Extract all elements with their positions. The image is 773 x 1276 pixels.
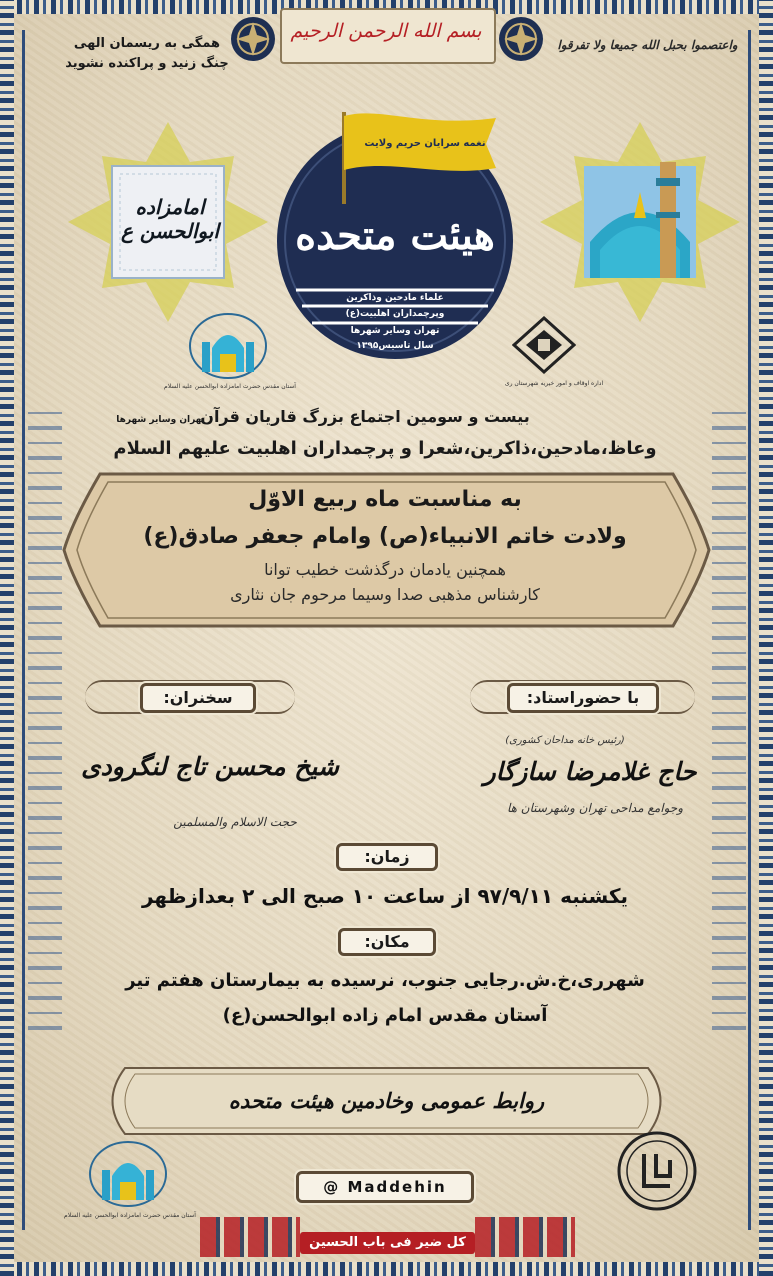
presence-sub: وجوامع مداحی تهران وشهرستان ها xyxy=(506,801,684,815)
logo-line3: تهران وسایر شهرها xyxy=(350,326,440,336)
rosette-right-icon xyxy=(496,14,546,64)
place-line2: آستان مقدس امام زاده ابوالحسن(ع) xyxy=(222,1005,548,1026)
logo-founded: سال تاسیس۱۳۹۵ xyxy=(356,341,434,351)
shrine-caption: آستان مقدس حضرت امامزاده ابوالحسن علیه السلام xyxy=(164,383,296,390)
banner-line1: به مناسبت ماه ربیع الاوّل xyxy=(248,487,522,512)
bottom-flags-right xyxy=(475,1217,575,1257)
quote-right-text: واعتصموا بحبل الله جمیعا ولا تفرقوا xyxy=(557,38,738,52)
speaker-name: شیخ محسن تاج لنگرودی xyxy=(81,752,339,781)
banner-line3: همچنین یادمان درگذشت خطیب توانا xyxy=(264,560,506,579)
flag-text: نغمه سرایان حریم ولایت xyxy=(364,138,486,149)
logo-line1: علماء مادحین وذاکرین xyxy=(346,293,444,303)
border-right xyxy=(759,0,773,1276)
place-label: مکان: xyxy=(338,928,436,956)
logo-main-title: هیئت متحده xyxy=(295,212,495,259)
imamzadeh-name: امامزاده ابوالحسن ع xyxy=(121,195,219,243)
presence-label: با حضوراستاد: xyxy=(507,683,659,713)
instagram-handle[interactable]: @ Maddehin xyxy=(296,1171,474,1203)
border-bottom xyxy=(0,1262,773,1276)
shrine-logo-icon xyxy=(188,312,268,382)
shrine-logo-bottom-icon xyxy=(88,1138,168,1210)
presence-name: حاج غلامرضا سازگار xyxy=(483,757,697,786)
border-inner-ornament-left xyxy=(28,410,62,1030)
bottom-banner: کل ضیر فی باب الحسین xyxy=(300,1232,475,1254)
logo-line2: وپرچمداران اهلبیت(ع) xyxy=(345,309,445,319)
intro-line1: بیست و سومین اجتماع بزرگ قاریان قرآن xyxy=(200,407,530,426)
place-line1: شهرری،خ.ش.رجایی جنوب، نرسیده به بیمارستان هفتم تیر xyxy=(125,970,645,991)
border-left xyxy=(0,0,14,1276)
quote-left-text: همگی به ریسمان الهی چنگ زنید و پراکنده نشوید xyxy=(65,36,229,71)
speaker-title: حجت الاسلام والمسلمین xyxy=(173,815,297,829)
time-label: زمان: xyxy=(336,843,438,871)
awqaf-logo-icon xyxy=(512,316,576,374)
time-value: یکشنبه ۹۷/۹/۱۱ از ساعت ۱۰ صبح الی ۲ بعدازظهر xyxy=(141,884,629,908)
speakers-label: سخنران: xyxy=(140,683,256,713)
dome-medallion xyxy=(540,122,740,322)
bottom-flags-left xyxy=(200,1217,300,1257)
public-relations-text: روابط عمومی وخادمین هیئت متحده xyxy=(228,1088,545,1113)
rosette-left-icon xyxy=(228,14,278,64)
awqaf-caption: اداره اوقاف و امور خیریه شهرستان ری xyxy=(504,380,604,387)
presence-note: (رئیس خانه مداحان کشوری) xyxy=(505,735,625,746)
banner-line2: ولادت خاتم الانبیاء(ص) وامام جعفر صادق(ع) xyxy=(143,524,627,549)
bismillah-text: بسم الله الرحمن الرحیم xyxy=(290,20,482,42)
banner-line4: کارشناس مذهبی صدا وسیما مرحوم جان نثاری xyxy=(230,585,540,604)
border-inner-right xyxy=(748,30,751,1230)
intro-line1-small: تهران وسایر شهرها xyxy=(116,415,205,425)
shrine-caption-bottom: آستان مقدس حضرت امامزاده ابوالحسن علیه السلام xyxy=(64,1212,196,1219)
seal-logo-icon xyxy=(616,1130,698,1212)
border-inner-left xyxy=(22,30,25,1230)
yellow-flag-icon xyxy=(330,108,500,208)
intro-line2: وعاظ،مادحین،ذاکرین،شعرا و پرچمداران اهلبیت علیهم السلام xyxy=(113,438,657,459)
border-inner-ornament-right xyxy=(712,410,746,1030)
